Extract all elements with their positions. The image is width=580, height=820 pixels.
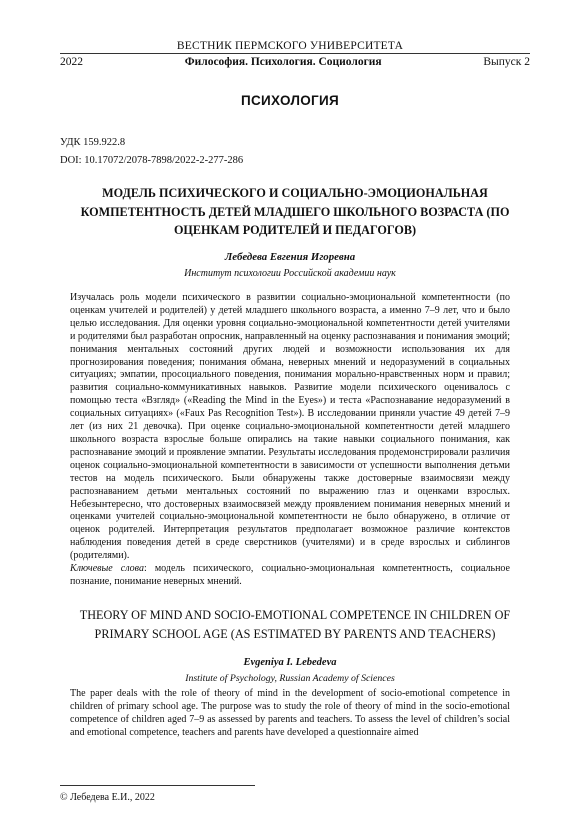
footnote-rule [60, 785, 255, 786]
abstract-en [70, 687, 510, 739]
header-rule [60, 53, 530, 54]
journal-title: ВЕСТНИК ПЕРМСКОГО УНИВЕРСИТЕТА [176, 40, 404, 52]
issue: Выпуск 2 [483, 56, 530, 68]
keywords-ru [70, 563, 510, 589]
author-ru: Лебедева Евгения Игоревна [224, 251, 356, 263]
institution-en: Institute of Psychology, Russian Academy of Sciences [185, 673, 395, 684]
copyright: © Лебедева Е.И., 2022 [60, 792, 155, 803]
year: 2022 [60, 56, 83, 68]
running-header [60, 56, 530, 68]
author-en: Evgeniya I. Lebedeva [243, 657, 337, 668]
institution-ru: Институт психологии Российской академии наук [184, 268, 396, 279]
doi[interactable]: DOI: 10.17072/2078-7898/2022-2-277-286 [60, 155, 244, 166]
keywords-text: : модель психического, социально-эмоциональная компетентность, социальное познание, понимание неверных мнений. [70, 563, 510, 587]
abstract-ru-text: Изучалась роль модели психического в развитии социально-эмоциональной компетентности (по оценкам учителей и родителей) у детей младшего школьного возраста, а именно 7–9 лет, что и было целью исследования. Для оценки уровня социально-эмоциональной компетентности детей учителями и родителями был разработан опросник, направленный на оценку распознавания и понимания эмоций; понимания ментальных состояний других людей и возможности использования их для прогнозирования поведения; понимания обмана, неверных мнений и недоразумений в социальных ситуациях; эмпатии, просоциального поведения, понимания морально-нравственных норм и правил; развития социально-коммуникативных навыков. Развитие модели психического оценивалось с помощью теста «Взгляд» («Reading the Mind in the Eyes») и теста «Распознавание недоразумений в социальных ситуациях» («Faux Pas Recognition Test»). В исследовании приняли участие 49 детей 7–9 лет (из них 21 девочка). При оценке социально-эмоциональной компетентности детей младшего школьного возраста взрослые больше опирались на такие навыки социального понимания, как распознавание эмоций и проявление эмпатии. Результаты исследования продемонстрировали различия оценок социально-эмоциональной компетентности в зависимости от успешности выполнения детьми тестов на модель психического. Были обнаружены также достоверные взаимосвязи между распознаванием детьми ментальных состояний по выражению глаз и оценками взрослых. Небезынтересно, что достоверных взаимосвязей между проявлением понимания неверных мнений и оценками учителей социально-эмоциональной компетентности не было обнаружено, в отличие от оценок родителей. Интерпретация результатов предполагает возможное различие контекстов наблюдения поведения детей в среде сверстников (учителями) и в среде взрослых и сиблингов (родителями). [70, 292, 511, 562]
journal-section: Философия. Психология. Социология [184, 56, 382, 68]
keywords-label: Ключевые слова [70, 563, 144, 574]
article-title-en: THEORY OF MIND AND SOCIO-EMOTIONAL COMPETENCE IN CHILDREN OF PRIMARY SCHOOL AGE (AS ESTIMATED BY PARENTS AND TEACHERS) [79, 608, 511, 641]
abstract-en-text: The paper deals with the role of theory of mind in the development of socio-emotional competence in children of primary school age. The purpose was to study the role of theory of mind in the socio-emotional competence of children aged 7–9 as assessed by parents and teachers. To assess the level of children’s social and emotional competence, teachers and parents have developed a questionnaire aimed [70, 688, 510, 738]
abstract-ru [70, 292, 510, 563]
rubric-heading: ПСИХОЛОГИЯ [240, 93, 339, 108]
article-title-ru: МОДЕЛЬ ПСИХИЧЕСКОГО И СОЦИАЛЬНО-ЭМОЦИОНАЛЬНАЯ КОМПЕТЕНТНОСТЬ ДЕТЕЙ МЛАДШЕГО ШКОЛЬНОГО ВОЗРАСТА (ПО ОЦЕНКАМ РОДИТЕЛЕЙ И ПЕДАГОГОВ) [80, 186, 510, 237]
udk-code: УДК 159.922.8 [60, 137, 126, 148]
